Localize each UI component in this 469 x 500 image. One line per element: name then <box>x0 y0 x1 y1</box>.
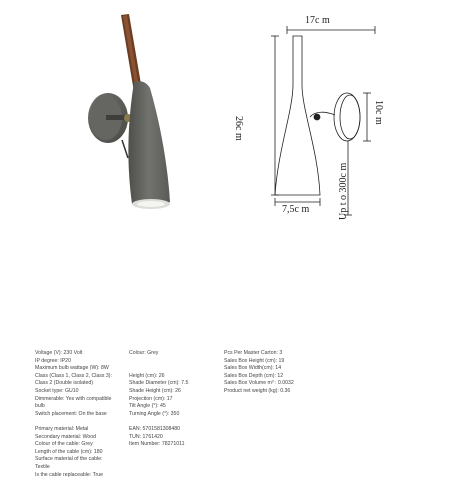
spec-line: Class 2 (Double isolated) <box>35 380 93 387</box>
spec-line: Product net weight (kg): 0.36 <box>224 387 291 394</box>
spec-line: Sales Box Volume m³ : 0.0032 <box>224 380 294 387</box>
spec-line: EAN: 5701581308480 <box>129 425 181 432</box>
spec-line: Textile <box>35 463 50 470</box>
spec-line: Item Number: 78271011 <box>129 441 185 448</box>
spec-line: bulb <box>35 403 45 410</box>
spec-line: Colour: Grey <box>129 350 159 356</box>
spec-line: Shade Diameter (cm): 7.5 <box>129 380 189 387</box>
dim-height-left: 26c m <box>233 116 244 141</box>
spec-line: Shade Height (cm): 26 <box>129 387 181 394</box>
spec-line: Height (cm): 26 <box>129 372 165 379</box>
spec-line: Is the cable replaceable: True <box>35 471 104 478</box>
dim-width-top: 17c m <box>305 15 330 26</box>
dim-width-bottom: 7,5c m <box>282 204 310 215</box>
spec-line: Socket type: GU10 <box>35 387 79 394</box>
specs-column-packaging <box>224 350 294 396</box>
product-photo <box>70 10 220 230</box>
spec-line: Pcs Per Master Carton: 3 <box>224 350 283 356</box>
spec-line: Sales Box Depth (cm): 12 <box>224 372 284 379</box>
spec-line: Turning Angle (°): 350 <box>129 410 180 417</box>
spec-line: Tilt Angle (°): 45 <box>129 403 166 410</box>
spec-line: Surface material of the cable: <box>35 456 103 463</box>
spec-line: Length of the cable (cm): 180 <box>35 448 103 455</box>
spec-line: Sales Box Height (cm): 19 <box>224 357 285 364</box>
spec-line: Dimmerable: Yes with compatible <box>35 395 112 402</box>
dim-height-right: 10c m <box>373 100 384 125</box>
spec-line: Projection (cm): 17 <box>129 395 173 402</box>
spec-line: Class (Class 1, Class 2, Class 3): <box>35 372 112 379</box>
spec-line: Primary material: Metal <box>35 425 89 432</box>
spec-line: Maximum bulb wattage (W): 8W <box>35 365 109 372</box>
spec-line: Colour of the cable: Grey <box>35 441 93 448</box>
technical-drawing <box>255 10 455 235</box>
dim-cable: Up t o 300c m <box>338 162 349 220</box>
spec-line: Voltage (V): 230 Volt <box>35 350 83 356</box>
spec-line: Switch placement: On the base <box>35 410 107 417</box>
spec-line: Secondary material: Wood <box>35 433 97 440</box>
specs-column-electrical <box>35 350 112 479</box>
spec-line: Sales Box Width(cm): 14 <box>224 365 282 372</box>
spec-line: IP degree: IP20 <box>35 357 71 364</box>
spec-line: TUN: 1761420 <box>129 433 163 440</box>
specs-column-dimensions <box>129 350 188 449</box>
